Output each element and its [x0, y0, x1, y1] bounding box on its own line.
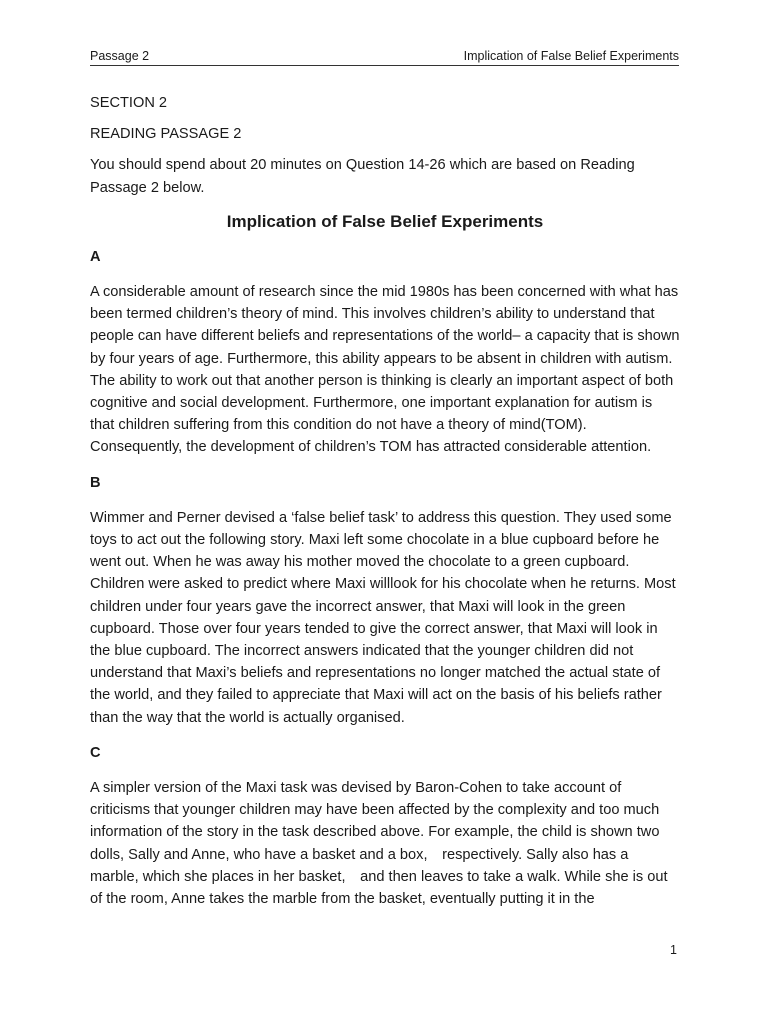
page-header	[90, 47, 679, 65]
paragraph-b: Wimmer and Perner devised a ‘false belief task’ to address this question. They used some toys to act out the following story. Maxi left some chocolate in a blue cupboard before he went out. When he was away his mother moved the chocolate to a green cupboard. Children were asked to predict where Maxi willlook for his chocolate when he returns. Most children under four years gave the incorrect answer, that Maxi will look in the green cupboard. Those over four years tended to give the correct answer, that Maxi will look in the blue cupboard. The incorrect answers indicated that the younger children did not understand that Maxi’s beliefs and representations no longer matched the actual state of the world, and they failed to appreciate that Maxi will act on the basis of his beliefs rather than the way that the world is actually organised.	[90, 509, 676, 726]
paragraph-a: A considerable amount of research since the mid 1980s has been concerned with what has been termed children’s theory of mind. This involves children’s ability to understand that people can have different beliefs and representations of the world– a capacity that is shown by four years of age. Furthermore, this ability appears to be absent in children with autism. The ability to work out that another person is thinking is clearly an important aspect of both cognitive and social development. Furthermore, one important explanation for autism is that children suffering from this condition do not have a theory of mind(TOM). Consequently, the development of children’s TOM has attracted considerable attention.	[90, 284, 680, 456]
reading-passage-label: READING PASSAGE 2	[90, 126, 242, 143]
header-passage-label: Passage 2	[90, 49, 150, 63]
instruction-text: You should spend about 20 minutes on Question 14-26 which are based on Reading Passage 2 below.	[90, 157, 635, 196]
page-body	[90, 92, 680, 923]
passage-title: Implication of False Belief Experiments	[226, 211, 544, 231]
section-label: SECTION 2	[90, 95, 168, 111]
paragraph-letter-b: B	[90, 474, 101, 491]
page-number: 1	[670, 943, 677, 957]
header-passage-title: Implication of False Belief Experiments	[463, 49, 679, 63]
paragraph-letter-a: A	[90, 248, 101, 265]
header-divider	[90, 65, 679, 66]
paragraph-letter-c: C	[90, 744, 101, 761]
paragraph-c: A simpler version of the Maxi task was devised by Baron-Cohen to take account of criticisms that younger children may have been affected by the complexity and too much information of the story in the task described above. For example, the child is shown two dolls, Sally and Anne, who have a basket and a box, respectively. Sally also has a marble, which she places in her basket, and then leaves to take a walk. While she is out of the room, Anne takes the marble from the basket, eventually putting it in the	[90, 780, 668, 908]
